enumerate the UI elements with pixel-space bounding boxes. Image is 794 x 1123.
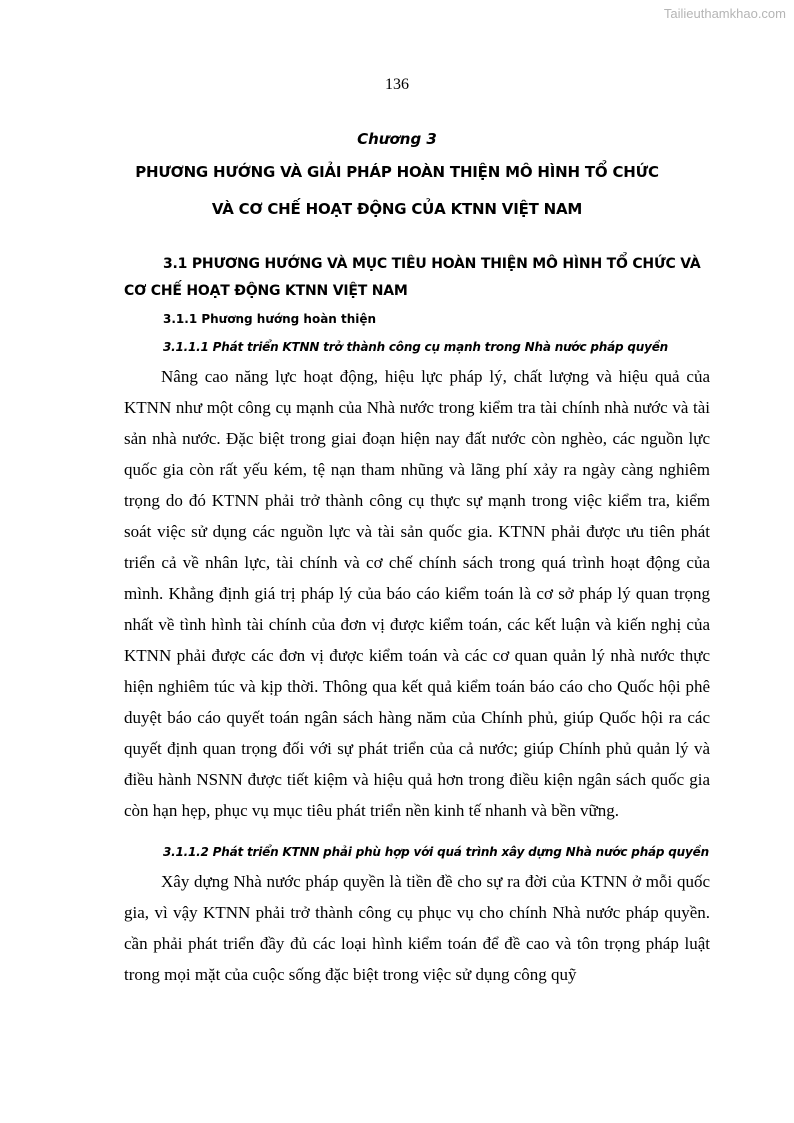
- page-number: 136: [385, 76, 409, 93]
- body-paragraph-2: Xây dựng Nhà nước pháp quyền là tiền đề cho sự ra đời của KTNN ở mỗi quốc gia, vì vậy KTNN phải trở thành công cụ phục vụ cho chính Nhà nước pháp quyền. cần phải phát triển đầy đủ các loại hình kiểm toán để đề cao và tôn trọng pháp luật trong mọi mặt của cuộc sống đặc biệt trong việc sử dụng công quỹ: [124, 872, 710, 984]
- subsection-heading: 3.1.1 Phương hướng hoàn thiện: [163, 312, 377, 326]
- subsubsection-heading-2: 3.1.1.2 Phát triển KTNN phải phù hợp với quá trình xây dựng Nhà nước pháp quyền: [163, 845, 709, 859]
- section-heading-line-1: 3.1 PHƯƠNG HƯỚNG VÀ MỤC TIÊU HOÀN THIỆN MÔ HÌNH TỔ CHỨC VÀ: [163, 256, 701, 272]
- chapter-title-line-2: VÀ CƠ CHẾ HOẠT ĐỘNG CỦA KTNN VIỆT NAM: [211, 200, 583, 218]
- body-paragraph-1: Nâng cao năng lực hoạt động, hiệu lực pháp lý, chất lượng và hiệu quả của KTNN như một công cụ mạnh của Nhà nước trong kiểm tra tài chính nhà nước và tài sản nhà nước. Đặc biệt trong giai đoạn hiện nay đất nước còn nghèo, các nguồn lực quốc gia còn rất yếu kém, tệ nạn tham nhũng và lãng phí xảy ra ngày càng nghiêm trọng do đó KTNN phải trở thành công cụ thực sự mạnh trong việc kiểm tra, kiểm soát việc sử dụng các nguồn lực và tài sản quốc gia. KTNN phải được ưu tiên phát triển cả về nhân lực, tài chính và cơ chế chính sách trong quá trình hoạt động của mình. Khẳng định giá trị pháp lý của báo cáo kiểm toán là cơ sở pháp lý quan trọng nhất về tình hình tài chính của đơn vị được kiểm toán, các kết luận và kiến nghị của KTNN phải được các đơn vị được kiểm toán và các cơ quan quản lý nhà nước thực hiện nghiêm túc và kịp thời. Thông qua kết quả kiểm toán báo cáo cho Quốc hội phê duyệt báo cáo quyết toán ngân sách hàng năm của Chính phủ, giúp Quốc hội ra các quyết định quan trọng đối với sự phát triển của cả nước; giúp Chính phủ quản lý và điều hành NSNN được tiết kiệm và hiệu quả hơn trong điều kiện ngân sách quốc gia còn hạn hẹp, phục vụ mục tiêu phát triển nền kinh tế nhanh và bền vững.: [124, 367, 710, 820]
- chapter-title-line-1: PHƯƠNG HƯỚNG VÀ GIẢI PHÁP HOÀN THIỆN MÔ HÌNH TỔ CHỨC: [135, 163, 659, 181]
- subsubsection-heading-1: 3.1.1.1 Phát triển KTNN trở thành công cụ mạnh trong Nhà nước pháp quyền: [163, 340, 668, 354]
- watermark: Tailieuthamkhao.com: [663, 6, 786, 21]
- chapter-heading: Chương 3: [357, 130, 437, 148]
- section-heading-line-2: CƠ CHẾ HOẠT ĐỘNG KTNN VIỆT NAM: [124, 283, 408, 299]
